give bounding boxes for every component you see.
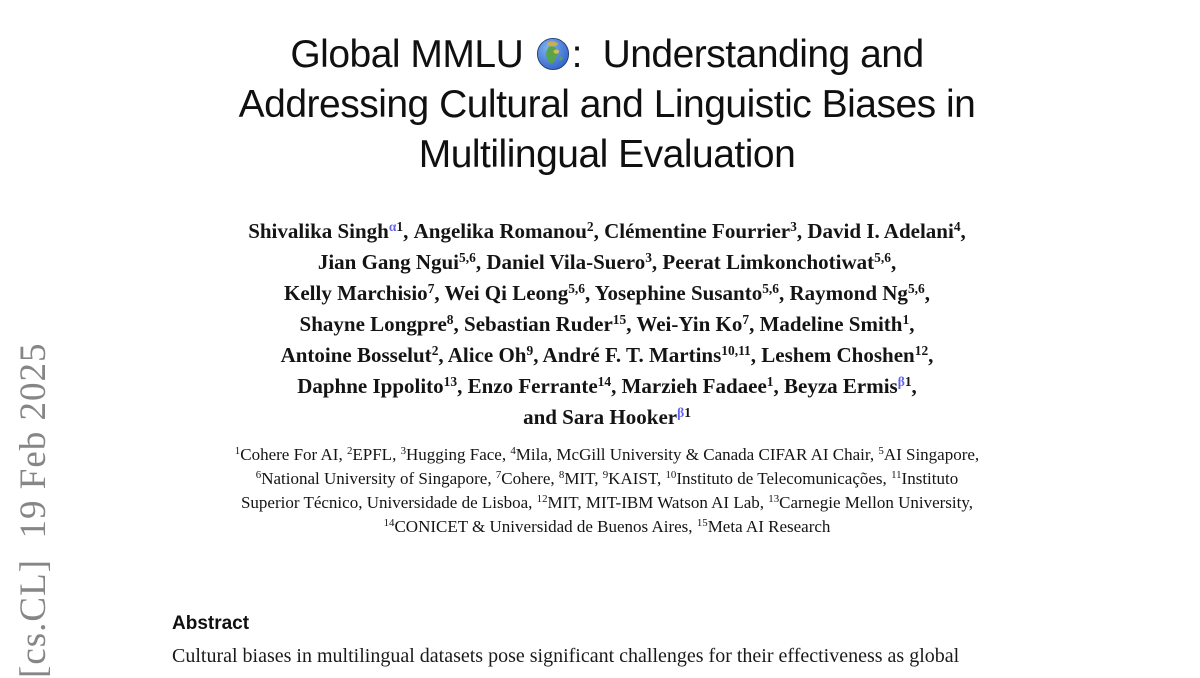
text-segment: Mila, McGill University & Canada CIFAR AI Chair, [516,445,879,464]
superscript-marker: 15 [697,517,708,529]
superscript-marker: 13 [444,374,457,389]
superscript-marker: α [389,219,397,234]
superscript-marker: 4 [954,219,961,234]
text-segment: MIT, MIT-IBM Watson AI Lab, [548,493,769,512]
title-text-pre: Global MMLU [290,33,533,76]
text-segment: Daphne Ippolito [297,374,443,398]
text-segment: , [961,219,966,243]
author-line [7,310,1200,341]
text-segment: Meta AI Research [708,517,831,536]
text-segment: , Alice Oh [438,343,526,367]
text-segment: Carnegie Mellon University, [779,493,973,512]
superscript-marker: 1 [684,405,691,420]
superscript-marker: 14 [598,374,611,389]
text-segment: and Sara Hooker [523,405,677,429]
text-segment: , Wei Qi Leong [434,281,568,305]
text-segment: , Beyza Ermis [774,374,898,398]
superscript-marker: 4 [510,445,515,457]
text-segment: , Madeline Smith [749,312,902,336]
superscript-marker: 5,6 [568,281,585,296]
text-segment: Instituto de Telecomunicações, [676,469,891,488]
author-line [7,403,1200,434]
text-segment: , Leshem Choshen [751,343,915,367]
text-segment: CONICET & Universidad de Buenos Aires, [394,517,696,536]
superscript-marker: β [898,374,905,389]
superscript-marker: 5,6 [874,250,891,265]
paper-title [7,0,1200,180]
text-segment: , Enzo Ferrante [457,374,598,398]
superscript-marker: 9 [527,343,534,358]
text-segment: Cohere, [501,469,559,488]
title-line-1 [7,30,1200,80]
text-segment: AI Singapore, [884,445,979,464]
abstract-heading: Abstract [172,613,1107,635]
content-column [7,0,1200,540]
globe-icon [536,34,570,68]
superscript-marker: 7 [742,312,749,327]
superscript-marker: 1 [235,445,240,457]
affiliation-line [7,492,1200,516]
superscript-marker: 1 [902,312,909,327]
abstract-text: Cultural biases in multilingual datasets pose significant challenges for their effectiveness as global [172,643,1107,669]
superscript-marker: 11 [891,469,901,481]
superscript-marker: 8 [559,469,564,481]
text-segment: , Peerat Limkonchotiwat [652,250,874,274]
text-segment: , Daniel Vila-Suero [476,250,645,274]
text-segment: Shayne Longpre [300,312,447,336]
superscript-marker: 15 [613,312,626,327]
superscript-marker: 7 [428,281,435,296]
text-segment: Antoine Bosselut [281,343,432,367]
superscript-marker: 13 [768,493,779,505]
text-segment: , André F. T. Martins [533,343,721,367]
superscript-marker: 2 [347,445,352,457]
text-segment: , Yosephine Susanto [585,281,762,305]
superscript-marker: 10 [665,469,676,481]
text-segment: Superior Técnico, Universidade de Lisboa, [241,493,537,512]
author-line [7,372,1200,403]
text-segment: Hugging Face, [406,445,510,464]
text-segment: , [909,312,914,336]
superscript-marker: 2 [587,219,594,234]
text-segment: , [912,374,917,398]
author-line [7,279,1200,310]
superscript-marker: 1 [767,374,774,389]
affiliation-line [7,516,1200,540]
text-segment: , [928,343,933,367]
superscript-marker: 1 [396,219,403,234]
text-segment: Jian Gang Ngui [318,250,459,274]
superscript-marker: 5,6 [459,250,476,265]
author-line [7,248,1200,279]
superscript-marker: 12 [915,343,928,358]
superscript-marker: 5,6 [908,281,925,296]
text-segment: , Raymond Ng [779,281,908,305]
text-segment: Instituto [902,469,959,488]
superscript-marker: 6 [256,469,261,481]
superscript-marker: 8 [447,312,454,327]
superscript-marker: 14 [384,517,395,529]
affiliations-block [7,444,1200,540]
title-text-post: : Understanding and [572,33,924,76]
text-segment: , David I. Adelani [797,219,954,243]
text-segment: , Clémentine Fourrier [594,219,791,243]
superscript-marker: 1 [905,374,912,389]
superscript-marker: 2 [432,343,439,358]
title-line-2: Addressing Cultural and Linguistic Biases in [7,80,1200,130]
superscript-marker: 5 [878,445,883,457]
text-segment: , Sebastian Ruder [454,312,613,336]
text-segment: , Marzieh Fadaee [611,374,767,398]
text-segment: , [891,250,896,274]
author-line [7,341,1200,372]
text-segment: , Angelika Romanou [403,219,587,243]
arxiv-stamp: [cs.CL] 19 Feb 2025 [12,343,56,678]
title-line-3: Multilingual Evaluation [7,130,1200,180]
affiliation-line [7,444,1200,468]
authors-block [7,217,1200,434]
superscript-marker: 3 [790,219,797,234]
text-segment: Kelly Marchisio [284,281,428,305]
text-segment: , Wei-Yin Ko [626,312,742,336]
affiliation-line [7,468,1200,492]
superscript-marker: 7 [496,469,501,481]
superscript-marker: β [677,405,684,420]
text-segment: EPFL, [352,445,400,464]
text-segment: Cohere For AI, [240,445,347,464]
superscript-marker: 10,11 [721,343,751,358]
superscript-marker: 12 [537,493,548,505]
author-line [7,217,1200,248]
text-segment: Shivalika Singh [248,219,389,243]
text-segment: National University of Singapore, [261,469,496,488]
superscript-marker: 9 [603,469,608,481]
superscript-marker: 3 [645,250,652,265]
text-segment: , [925,281,930,305]
superscript-marker: 5,6 [762,281,779,296]
superscript-marker: 3 [401,445,406,457]
abstract-section [172,613,1107,669]
text-segment: KAIST, [608,469,665,488]
text-segment: MIT, [564,469,602,488]
